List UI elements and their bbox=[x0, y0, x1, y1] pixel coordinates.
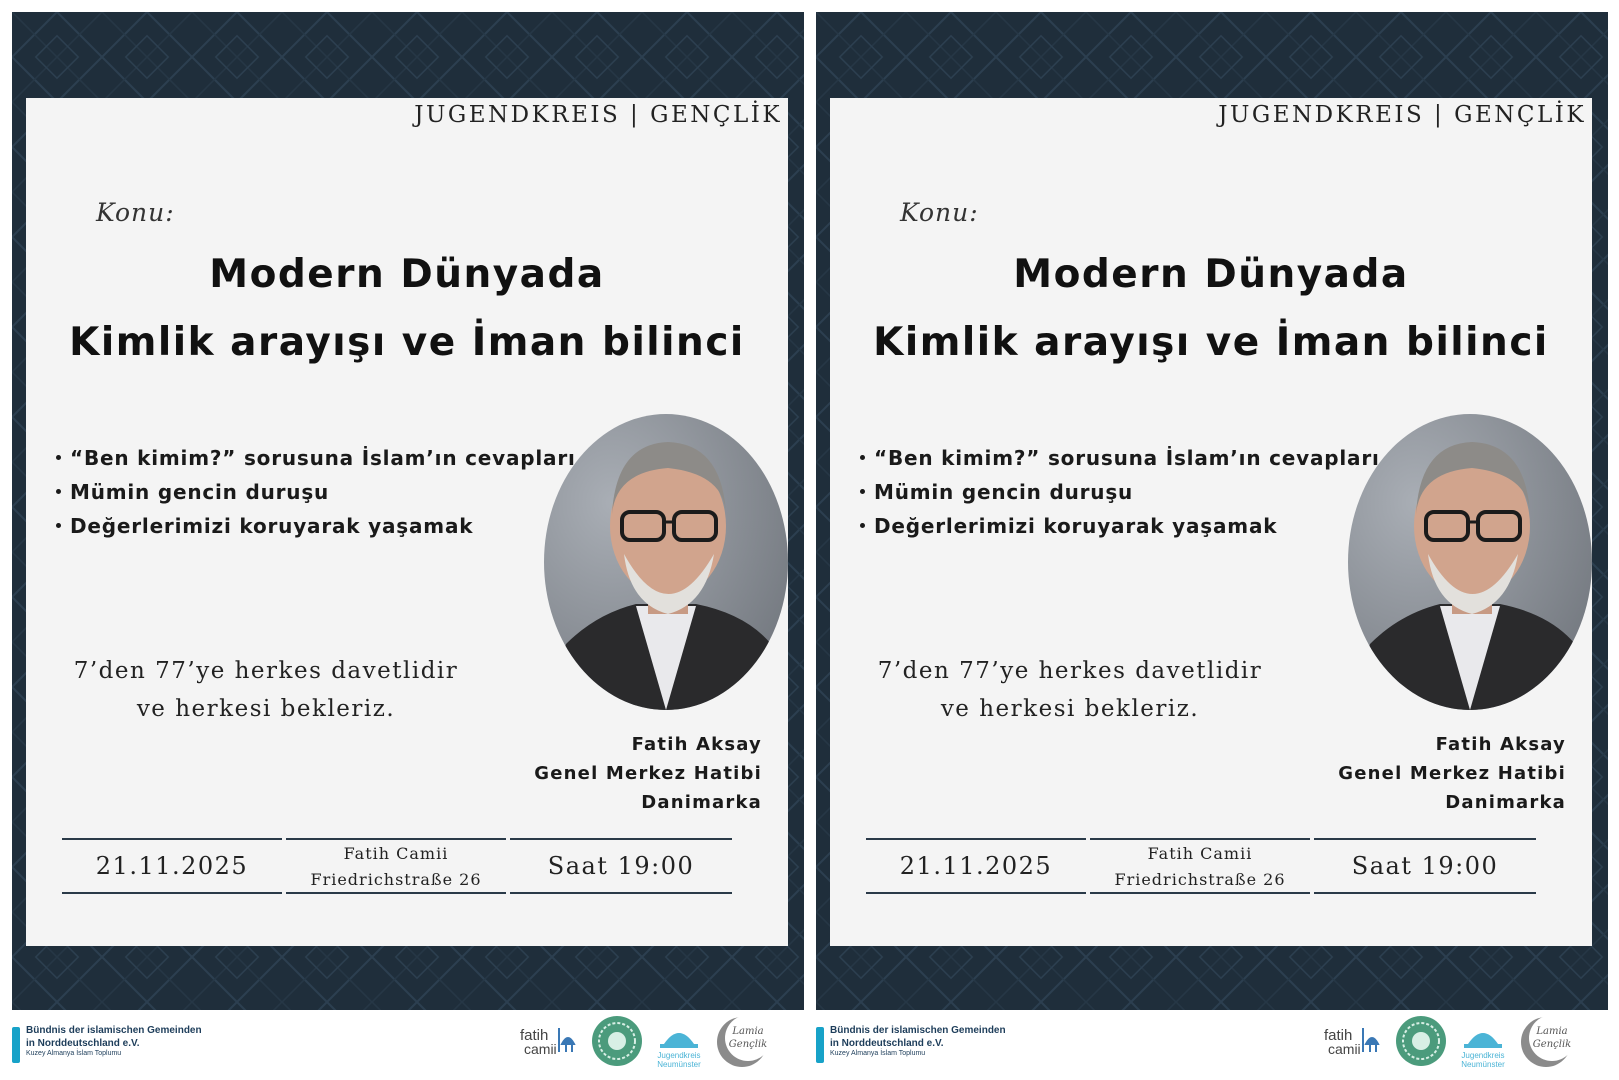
svg-text:fatih: fatih bbox=[520, 1027, 549, 1044]
org-subtitle: Kuzey Almanya İslam Toplumu bbox=[26, 1050, 122, 1057]
topic-text: “Ben kimim?” sorusuna İslam’ın cevapları bbox=[70, 446, 576, 470]
topic-item bbox=[56, 480, 576, 514]
brand-header: JUGENDKREIS | GENÇLİK bbox=[1218, 102, 1586, 128]
jugendkreis-logo bbox=[1454, 1014, 1512, 1070]
fatih-camii-logo bbox=[1322, 1014, 1384, 1070]
fatih-camii-logo bbox=[518, 1014, 580, 1070]
org-name-line2: in Norddeutschland e.V. bbox=[26, 1038, 140, 1049]
event-time: Saat 19:00 bbox=[1351, 852, 1499, 880]
svg-text:Lamia: Lamia bbox=[1536, 1026, 1568, 1037]
speaker-country: Danimarka bbox=[1445, 792, 1566, 813]
bullet-icon bbox=[860, 455, 865, 460]
org-name-line2: in Norddeutschland e.V. bbox=[830, 1038, 944, 1049]
partner-logos bbox=[518, 1014, 798, 1070]
brand-header: JUGENDKREIS | GENÇLİK bbox=[414, 102, 782, 128]
topic-item bbox=[860, 446, 1380, 480]
event-info-bar bbox=[866, 838, 1536, 894]
title-line-1: Modern Dünyada bbox=[209, 252, 605, 297]
svg-text:camii: camii bbox=[1328, 1041, 1361, 1057]
event-info-bar bbox=[62, 838, 732, 894]
event-time: Saat 19:00 bbox=[547, 852, 695, 880]
mosque-seal-logo bbox=[590, 1014, 644, 1068]
konu-label: Konu: bbox=[900, 198, 979, 227]
genclik-crescent-logo bbox=[714, 1014, 770, 1070]
event-date: 21.11.2025 bbox=[899, 852, 1053, 880]
footer-logos bbox=[12, 1010, 804, 1080]
genclik-crescent-logo bbox=[1518, 1014, 1574, 1070]
poster-card bbox=[830, 98, 1592, 946]
svg-text:Jugendkreis: Jugendkreis bbox=[1461, 1051, 1505, 1060]
topic-text: Değerlerimizi koruyarak yaşamak bbox=[874, 514, 1278, 538]
bullet-icon bbox=[56, 489, 61, 494]
footer-logos bbox=[816, 1010, 1608, 1080]
location-name: Fatih Camii bbox=[343, 844, 449, 863]
topic-text: Değerlerimizi koruyarak yaşamak bbox=[70, 514, 474, 538]
org-name-line1: Bündnis der islamischen Gemeinden bbox=[26, 1025, 202, 1036]
speaker-role: Genel Merkez Hatibi bbox=[1338, 763, 1566, 784]
poster-card bbox=[26, 98, 788, 946]
topic-item bbox=[860, 480, 1380, 514]
poster-left bbox=[12, 12, 804, 1080]
svg-text:Neumünster: Neumünster bbox=[657, 1060, 701, 1069]
bullet-icon bbox=[56, 455, 61, 460]
invite-line-2: ve herkesi bekleriz. bbox=[940, 696, 1200, 722]
location-cell bbox=[1090, 838, 1310, 894]
event-date: 21.11.2025 bbox=[95, 852, 249, 880]
svg-text:Neumünster: Neumünster bbox=[1461, 1060, 1505, 1069]
speaker-country: Danimarka bbox=[641, 792, 762, 813]
invite-line-1: 7’den 77’ye herkes davetlidir bbox=[877, 658, 1263, 684]
konu-label: Konu: bbox=[96, 198, 175, 227]
svg-text:Jugendkreis: Jugendkreis bbox=[657, 1051, 701, 1060]
time-cell bbox=[510, 838, 732, 894]
bignd-mark-icon bbox=[12, 1027, 20, 1063]
title-line-2: Kimlik arayışı ve İman bilinci bbox=[873, 320, 1549, 365]
org-subtitle: Kuzey Almanya İslam Toplumu bbox=[830, 1050, 926, 1057]
speaker-photo bbox=[1340, 414, 1592, 710]
poster-right bbox=[816, 12, 1608, 1080]
svg-text:Gençlik: Gençlik bbox=[728, 1039, 768, 1050]
mosque-seal-logo bbox=[1394, 1014, 1448, 1068]
location-name: Fatih Camii bbox=[1147, 844, 1253, 863]
topic-list bbox=[56, 446, 576, 548]
invite-line-2: ve herkesi bekleriz. bbox=[136, 696, 396, 722]
location-address: Friedrichstraße 26 bbox=[310, 870, 482, 889]
speaker-name: Fatih Aksay bbox=[631, 734, 762, 755]
org-name-line1: Bündnis der islamischen Gemeinden bbox=[830, 1025, 1006, 1036]
speaker-name: Fatih Aksay bbox=[1435, 734, 1566, 755]
topic-list bbox=[860, 446, 1380, 548]
date-cell bbox=[866, 838, 1086, 894]
invite-line-1: 7’den 77’ye herkes davetlidir bbox=[73, 658, 459, 684]
location-address: Friedrichstraße 26 bbox=[1114, 870, 1286, 889]
bignd-mark-icon bbox=[816, 1027, 824, 1063]
title-line-2: Kimlik arayışı ve İman bilinci bbox=[69, 320, 745, 365]
svg-text:Gençlik: Gençlik bbox=[1532, 1039, 1572, 1050]
svg-text:fatih: fatih bbox=[1324, 1027, 1353, 1044]
jugendkreis-logo bbox=[650, 1014, 708, 1070]
date-cell bbox=[62, 838, 282, 894]
topic-text: “Ben kimim?” sorusuna İslam’ın cevapları bbox=[874, 446, 1380, 470]
topic-item bbox=[860, 514, 1380, 548]
svg-text:Lamia: Lamia bbox=[732, 1026, 764, 1037]
svg-text:camii: camii bbox=[524, 1041, 557, 1057]
location-cell bbox=[286, 838, 506, 894]
bullet-icon bbox=[56, 523, 61, 528]
speaker-photo bbox=[536, 414, 788, 710]
speaker-role: Genel Merkez Hatibi bbox=[534, 763, 762, 784]
topic-item bbox=[56, 514, 576, 548]
time-cell bbox=[1314, 838, 1536, 894]
partner-logos bbox=[1322, 1014, 1602, 1070]
title-line-1: Modern Dünyada bbox=[1013, 252, 1409, 297]
topic-text: Mümin gencin duruşu bbox=[70, 480, 330, 504]
bullet-icon bbox=[860, 523, 865, 528]
bullet-icon bbox=[860, 489, 865, 494]
topic-text: Mümin gencin duruşu bbox=[874, 480, 1134, 504]
topic-item bbox=[56, 446, 576, 480]
